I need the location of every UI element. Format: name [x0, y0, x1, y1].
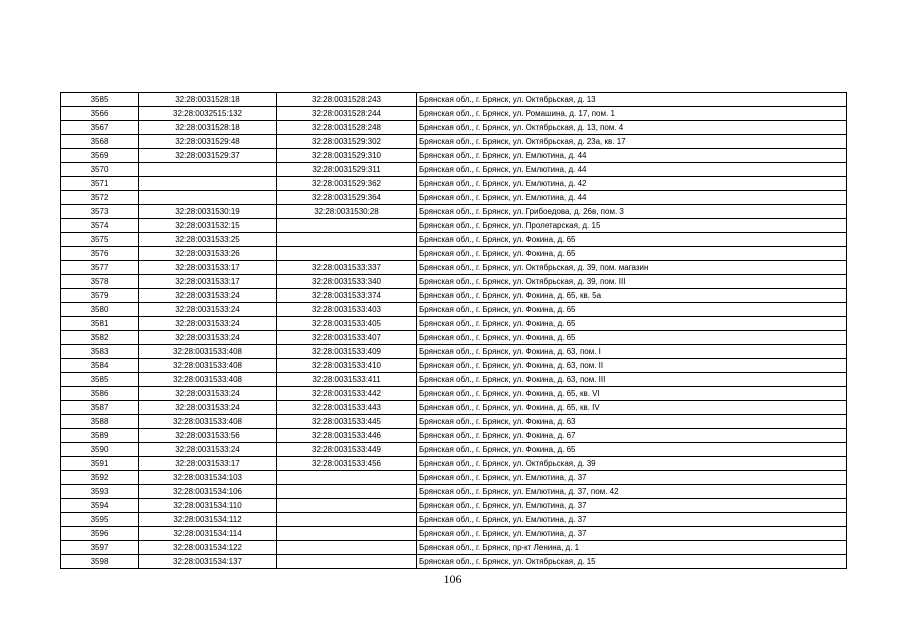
cell-cadastral-number: 32:28:0031530:28 [277, 205, 417, 219]
cell-parent-cadastral-number: 32:28:0031534:106 [139, 485, 277, 499]
table-row [61, 135, 847, 149]
cell-row-number: 3577 [61, 261, 139, 275]
cell-cadastral-number: 32:28:0031533:410 [277, 359, 417, 373]
table-row [61, 401, 847, 415]
cell-parent-cadastral-number: 32:28:0031533:24 [139, 289, 277, 303]
table-row [61, 289, 847, 303]
cell-cadastral-number: 32:28:0031533:443 [277, 401, 417, 415]
cell-cadastral-number: 32:28:0031533:449 [277, 443, 417, 457]
cell-parent-cadastral-number [139, 163, 277, 177]
cell-cadastral-number [277, 499, 417, 513]
cell-cadastral-number [277, 555, 417, 569]
cell-row-number: 3572 [61, 191, 139, 205]
cell-cadastral-number: 32:28:0031533:337 [277, 261, 417, 275]
cell-address: Брянская обл., г. Брянск, ул. Фокина, д. 63, пом. I [417, 345, 847, 359]
cell-cadastral-number [277, 485, 417, 499]
cell-address: Брянская обл., г. Брянск, ул. Емлютина, д. 37 [417, 499, 847, 513]
table-row [61, 415, 847, 429]
table-row [61, 373, 847, 387]
cell-cadastral-number [277, 219, 417, 233]
cell-cadastral-number: 32:28:0031533:340 [277, 275, 417, 289]
cell-address: Брянская обл., г. Брянск, ул. Пролетарская, д. 15 [417, 219, 847, 233]
cell-parent-cadastral-number: 32:28:0031534:110 [139, 499, 277, 513]
cell-row-number: 3570 [61, 163, 139, 177]
cell-address: Брянская обл., г. Брянск, ул. Фокина, д. 65 [417, 247, 847, 261]
cell-address: Брянская обл., г. Брянск, ул. Емлютина, д. 37 [417, 471, 847, 485]
cell-address: Брянская обл., г. Брянск, ул. Фокина, д. 65 [417, 317, 847, 331]
cell-parent-cadastral-number: 32:28:0031534:122 [139, 541, 277, 555]
cell-parent-cadastral-number: 32:28:0031530:19 [139, 205, 277, 219]
cell-address: Брянская обл., г. Брянск, ул. Фокина, д. 67 [417, 429, 847, 443]
page-number: 106 [443, 572, 462, 586]
cell-cadastral-number: 32:28:0031529:302 [277, 135, 417, 149]
cell-cadastral-number [277, 527, 417, 541]
cell-cadastral-number [277, 471, 417, 485]
cell-address: Брянская обл., г. Брянск, ул. Октябрьская, д. 23а, кв. 17 [417, 135, 847, 149]
cell-row-number: 3569 [61, 149, 139, 163]
cell-row-number: 3585 [61, 373, 139, 387]
cell-parent-cadastral-number: 32:28:0031529:37 [139, 149, 277, 163]
cell-address: Брянская обл., г. Брянск, ул. Фокина, д. 65 [417, 233, 847, 247]
cell-cadastral-number: 32:28:0031533:456 [277, 457, 417, 471]
cell-cadastral-number: 32:28:0031529:311 [277, 163, 417, 177]
cell-address: Брянская обл., г. Брянск, ул. Емлютина, д. 44 [417, 191, 847, 205]
table-row [61, 107, 847, 121]
table-row [61, 121, 847, 135]
cell-row-number: 3578 [61, 275, 139, 289]
table-row [61, 499, 847, 513]
cell-address: Брянская обл., г. Брянск, ул. Емлютина, д. 37 [417, 513, 847, 527]
cell-row-number: 3580 [61, 303, 139, 317]
table-row [61, 275, 847, 289]
cell-parent-cadastral-number: 32:28:0031529:48 [139, 135, 277, 149]
cell-address: Брянская обл., г. Брянск, ул. Октябрьская, д. 39, пом. магазин [417, 261, 847, 275]
table-body [61, 93, 847, 569]
cell-row-number: 3587 [61, 401, 139, 415]
cell-parent-cadastral-number: 32:28:0031533:24 [139, 401, 277, 415]
cell-row-number: 3597 [61, 541, 139, 555]
cell-row-number: 3595 [61, 513, 139, 527]
table-row [61, 331, 847, 345]
cell-row-number: 3566 [61, 107, 139, 121]
cell-cadastral-number: 32:28:0031528:244 [277, 107, 417, 121]
cell-parent-cadastral-number: 32:28:0031534:112 [139, 513, 277, 527]
cell-row-number: 3591 [61, 457, 139, 471]
cell-parent-cadastral-number: 32:28:0031533:408 [139, 359, 277, 373]
cell-address: Брянская обл., г. Брянск, ул. Ромашина, д. 17, пом. 1 [417, 107, 847, 121]
cell-row-number: 3571 [61, 177, 139, 191]
cell-cadastral-number [277, 541, 417, 555]
cell-parent-cadastral-number: 32:28:0031533:24 [139, 331, 277, 345]
table-row [61, 429, 847, 443]
cell-cadastral-number: 32:28:0031528:248 [277, 121, 417, 135]
cell-cadastral-number: 32:28:0031533:446 [277, 429, 417, 443]
cadastral-table [60, 92, 847, 569]
cell-address: Брянская обл., г. Брянск, ул. Фокина, д. 65, кв. 5а [417, 289, 847, 303]
cell-parent-cadastral-number: 32:28:0031528:18 [139, 121, 277, 135]
cell-cadastral-number: 32:28:0031533:445 [277, 415, 417, 429]
cell-row-number: 3583 [61, 345, 139, 359]
cell-cadastral-number: 32:28:0031529:310 [277, 149, 417, 163]
cell-row-number: 3573 [61, 205, 139, 219]
table-row [61, 527, 847, 541]
cell-row-number: 3582 [61, 331, 139, 345]
cell-address: Брянская обл., г. Брянск, пр-кт Ленина, д. 1 [417, 541, 847, 555]
cell-parent-cadastral-number: 32:28:0031533:24 [139, 443, 277, 457]
cell-cadastral-number: 32:28:0031533:409 [277, 345, 417, 359]
cell-row-number: 3592 [61, 471, 139, 485]
cell-row-number: 3581 [61, 317, 139, 331]
table-row [61, 317, 847, 331]
cell-cadastral-number [277, 247, 417, 261]
table-row [61, 303, 847, 317]
cell-address: Брянская обл., г. Брянск, ул. Фокина, д. 65, кв. IV [417, 401, 847, 415]
table-row [61, 261, 847, 275]
cell-row-number: 3584 [61, 359, 139, 373]
cell-row-number: 3598 [61, 555, 139, 569]
table-row [61, 443, 847, 457]
cell-parent-cadastral-number: 32:28:0031533:408 [139, 345, 277, 359]
cell-cadastral-number: 32:28:0031529:362 [277, 177, 417, 191]
cell-row-number: 3590 [61, 443, 139, 457]
cell-address: Брянская обл., г. Брянск, ул. Октябрьская, д. 13, пом. 4 [417, 121, 847, 135]
table-row [61, 191, 847, 205]
cell-row-number: 3575 [61, 233, 139, 247]
cell-row-number: 3588 [61, 415, 139, 429]
cell-address: Брянская обл., г. Брянск, ул. Емлютина, д. 42 [417, 177, 847, 191]
table-row [61, 555, 847, 569]
cell-address: Брянская обл., г. Брянск, ул. Фокина, д. 63, пом. II [417, 359, 847, 373]
cell-address: Брянская обл., г. Брянск, ул. Фокина, д. 63 [417, 415, 847, 429]
table-row [61, 457, 847, 471]
table-row [61, 163, 847, 177]
cell-address: Брянская обл., г. Брянск, ул. Октябрьская, д. 39 [417, 457, 847, 471]
cell-row-number: 3585 [61, 93, 139, 107]
cell-row-number: 3589 [61, 429, 139, 443]
cell-row-number: 3579 [61, 289, 139, 303]
cell-row-number: 3568 [61, 135, 139, 149]
table-row [61, 93, 847, 107]
cell-parent-cadastral-number: 32:28:0031533:17 [139, 457, 277, 471]
cell-address: Брянская обл., г. Брянск, ул. Октябрьская, д. 39, пом. III [417, 275, 847, 289]
cell-parent-cadastral-number: 32:28:0031533:24 [139, 387, 277, 401]
cell-parent-cadastral-number: 32:28:0031534:103 [139, 471, 277, 485]
cell-parent-cadastral-number: 32:28:0031533:26 [139, 247, 277, 261]
cell-parent-cadastral-number: 32:28:0031533:24 [139, 317, 277, 331]
table-row [61, 513, 847, 527]
cell-parent-cadastral-number: 32:28:0031533:56 [139, 429, 277, 443]
cell-address: Брянская обл., г. Брянск, ул. Октябрьская, д. 13 [417, 93, 847, 107]
cell-address: Брянская обл., г. Брянск, ул. Емлютина, д. 44 [417, 163, 847, 177]
cell-cadastral-number [277, 513, 417, 527]
cell-cadastral-number: 32:28:0031533:403 [277, 303, 417, 317]
cell-row-number: 3567 [61, 121, 139, 135]
table-row [61, 345, 847, 359]
cell-address: Брянская обл., г. Брянск, ул. Фокина, д. 65 [417, 443, 847, 457]
table-row [61, 149, 847, 163]
table-row [61, 247, 847, 261]
cell-cadastral-number [277, 233, 417, 247]
cell-parent-cadastral-number: 32:28:0031533:24 [139, 303, 277, 317]
cell-parent-cadastral-number: 32:28:0031533:408 [139, 415, 277, 429]
table-row [61, 541, 847, 555]
table-row [61, 485, 847, 499]
cell-address: Брянская обл., г. Брянск, ул. Емлютина, д. 44 [417, 149, 847, 163]
cell-cadastral-number: 32:28:0031528:243 [277, 93, 417, 107]
cell-parent-cadastral-number: 32:28:0032515:132 [139, 107, 277, 121]
cell-address: Брянская обл., г. Брянск, ул. Емлютина, д. 37 [417, 527, 847, 541]
cell-row-number: 3576 [61, 247, 139, 261]
cell-cadastral-number: 32:28:0031533:407 [277, 331, 417, 345]
cell-address: Брянская обл., г. Брянск, ул. Фокина, д. 65 [417, 303, 847, 317]
cell-cadastral-number: 32:28:0031533:374 [277, 289, 417, 303]
cell-cadastral-number: 32:28:0031529:364 [277, 191, 417, 205]
cell-cadastral-number: 32:28:0031533:405 [277, 317, 417, 331]
cell-parent-cadastral-number [139, 177, 277, 191]
table-row [61, 359, 847, 373]
table-row [61, 387, 847, 401]
cell-address: Брянская обл., г. Брянск, ул. Фокина, д. 63, пом. III [417, 373, 847, 387]
cell-parent-cadastral-number: 32:28:0031528:18 [139, 93, 277, 107]
cell-parent-cadastral-number: 32:28:0031534:114 [139, 527, 277, 541]
cell-parent-cadastral-number: 32:28:0031533:17 [139, 275, 277, 289]
cell-parent-cadastral-number: 32:28:0031532:15 [139, 219, 277, 233]
cell-cadastral-number: 32:28:0031533:411 [277, 373, 417, 387]
cell-parent-cadastral-number: 32:28:0031534:137 [139, 555, 277, 569]
cell-row-number: 3594 [61, 499, 139, 513]
cell-parent-cadastral-number [139, 191, 277, 205]
cell-parent-cadastral-number: 32:28:0031533:17 [139, 261, 277, 275]
cell-parent-cadastral-number: 32:28:0031533:25 [139, 233, 277, 247]
cell-row-number: 3593 [61, 485, 139, 499]
table-row [61, 205, 847, 219]
table-row [61, 471, 847, 485]
cell-row-number: 3596 [61, 527, 139, 541]
cell-address: Брянская обл., г. Брянск, ул. Емлютина, д. 37, пом. 42 [417, 485, 847, 499]
cell-address: Брянская обл., г. Брянск, ул. Грибоедова, д. 26в, пом. 3 [417, 205, 847, 219]
cell-row-number: 3586 [61, 387, 139, 401]
cell-row-number: 3574 [61, 219, 139, 233]
cell-parent-cadastral-number: 32:28:0031533:408 [139, 373, 277, 387]
table-row [61, 177, 847, 191]
table-row [61, 219, 847, 233]
cell-address: Брянская обл., г. Брянск, ул. Фокина, д. 65 [417, 331, 847, 345]
cell-address: Брянская обл., г. Брянск, ул. Октябрьская, д. 15 [417, 555, 847, 569]
cell-address: Брянская обл., г. Брянск, ул. Фокина, д. 65, кв. VI [417, 387, 847, 401]
table-row [61, 233, 847, 247]
cell-cadastral-number: 32:28:0031533:442 [277, 387, 417, 401]
